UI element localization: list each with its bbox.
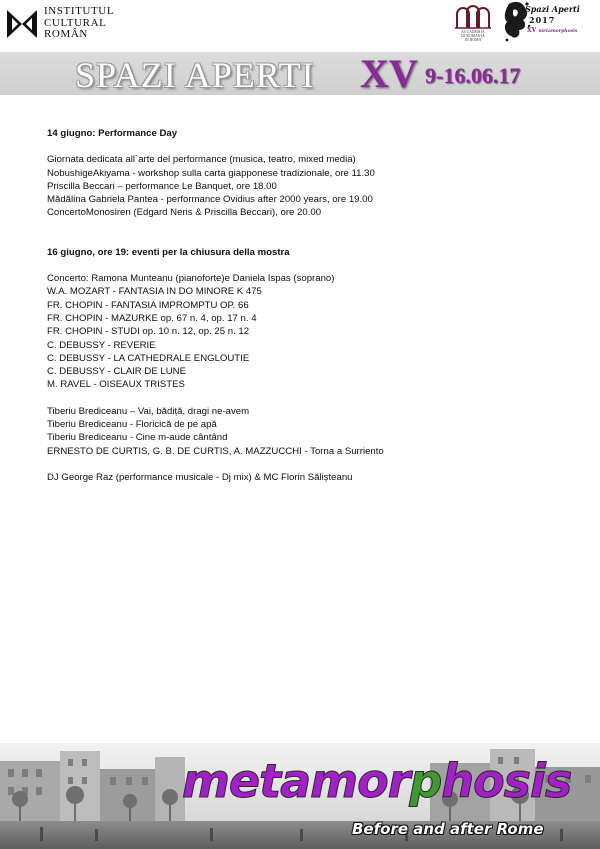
section-heading: 16 giugno, ore 19: eventi per la chiusura della mostra — [47, 246, 290, 258]
footer-title — [182, 756, 571, 806]
accademia-line: IN ROMA — [464, 38, 482, 42]
institutul-cultural-roman-logo — [6, 6, 114, 41]
concert-line: Concerto: Ramona Munteanu (pianoforte)e Daniela Ispas (soprano) — [47, 273, 335, 285]
program-line: NobushigeAkiyama - workshop sulla carta giapponese tradizionale, ore 11.30 — [47, 167, 375, 179]
song-line: Tiberiu Brediceanu - Cine m-aude cântând — [47, 432, 228, 444]
concert-line: C. DEBUSSY - LA CATHEDRALE ENGLOUTIE — [47, 352, 250, 364]
accademia-line: DI ROMANIA — [461, 34, 485, 38]
song-line: Tiberiu Brediceanu – Vai, bădiță, dragi ne-avem — [47, 405, 250, 417]
concert-line: M. RAVEL - OISEAUX TRISTES — [47, 379, 185, 391]
concert-line: C. DEBUSSY - REVERIE — [47, 339, 156, 351]
icr-bowtie-icon — [6, 8, 38, 40]
dj-line: DJ George Raz (performance musicale - Dj mix) & MC Florin Sălișteanu — [47, 471, 353, 483]
concert-line: FR. CHOPIN - MAZURKE op. 67 n. 4, op. 17 n. 4 — [47, 312, 257, 324]
program-line: Mădălina Gabriela Pantea - performance Ovidius after 2000 years, ore 19.00 — [47, 194, 373, 206]
accademia-line: ACCADEMIA — [461, 30, 485, 34]
footer-title-part: metamor — [182, 754, 410, 808]
footer-subtitle: Before and after Rome — [352, 820, 544, 838]
program-line: Giornata dedicata all`arte del performance (musica, teatro, mixed media) — [47, 154, 356, 166]
concert-line: FR. CHOPIN - FANTASIA IMPROMPTU OP. 66 — [47, 299, 249, 311]
section-heading: 14 giugno: Performance Day — [47, 128, 178, 139]
program-line: ConcertoMonosiren (Edgard Neris & Priscilla Beccari), ore 20.00 — [47, 207, 322, 219]
song-line: Tiberiu Brediceanu - Floricică de pe apă — [47, 419, 217, 431]
banner-edition: XV — [360, 51, 418, 96]
banner-title: SPAZI APERTI — [75, 55, 315, 95]
institute-name — [44, 6, 114, 41]
accademia-arches-icon — [453, 4, 493, 30]
spazi-logo-subtitle: metamorphosis — [538, 29, 578, 34]
spazi-aperti-2017-logo — [503, 0, 595, 44]
institute-line: INSTITUTUL — [44, 5, 115, 17]
program-line: Priscilla Beccari – performance Le Banquet, ore 18.00 — [47, 180, 277, 192]
concert-line: C. DEBUSSY - CLAIR DE LUNE — [47, 366, 186, 378]
accademia-text — [452, 30, 494, 42]
spazi-logo-title: Spazi Aperti — [525, 4, 580, 14]
accademia-di-romania-logo — [452, 4, 494, 42]
program-content — [47, 127, 567, 484]
institute-line: CULTURAL — [44, 16, 107, 29]
banner-dates: 9-16.06.17 — [425, 63, 521, 88]
concert-line: FR. CHOPIN - STUDI op. 10 n. 12, op. 25 n. 12 — [47, 326, 250, 338]
song-line: ERNESTO DE CURTIS, G. B. DE CURTIS, A. MAZZUCCHI - Torna a Surriento — [47, 445, 384, 457]
footer-title-part: p — [409, 754, 442, 808]
footer-banner — [0, 743, 600, 849]
spazi-logo-year: 2017 — [529, 15, 556, 25]
footer-title-part: hosis — [441, 754, 572, 808]
concert-line: W.A. MOZART - FANTASIA IN DO MINORE K 475 — [47, 286, 262, 298]
title-banner — [0, 52, 600, 95]
spazi-logo-edition: XV — [527, 27, 537, 34]
spazi-logo-edition-line — [527, 27, 577, 34]
institute-line: ROMÂN — [44, 28, 88, 40]
